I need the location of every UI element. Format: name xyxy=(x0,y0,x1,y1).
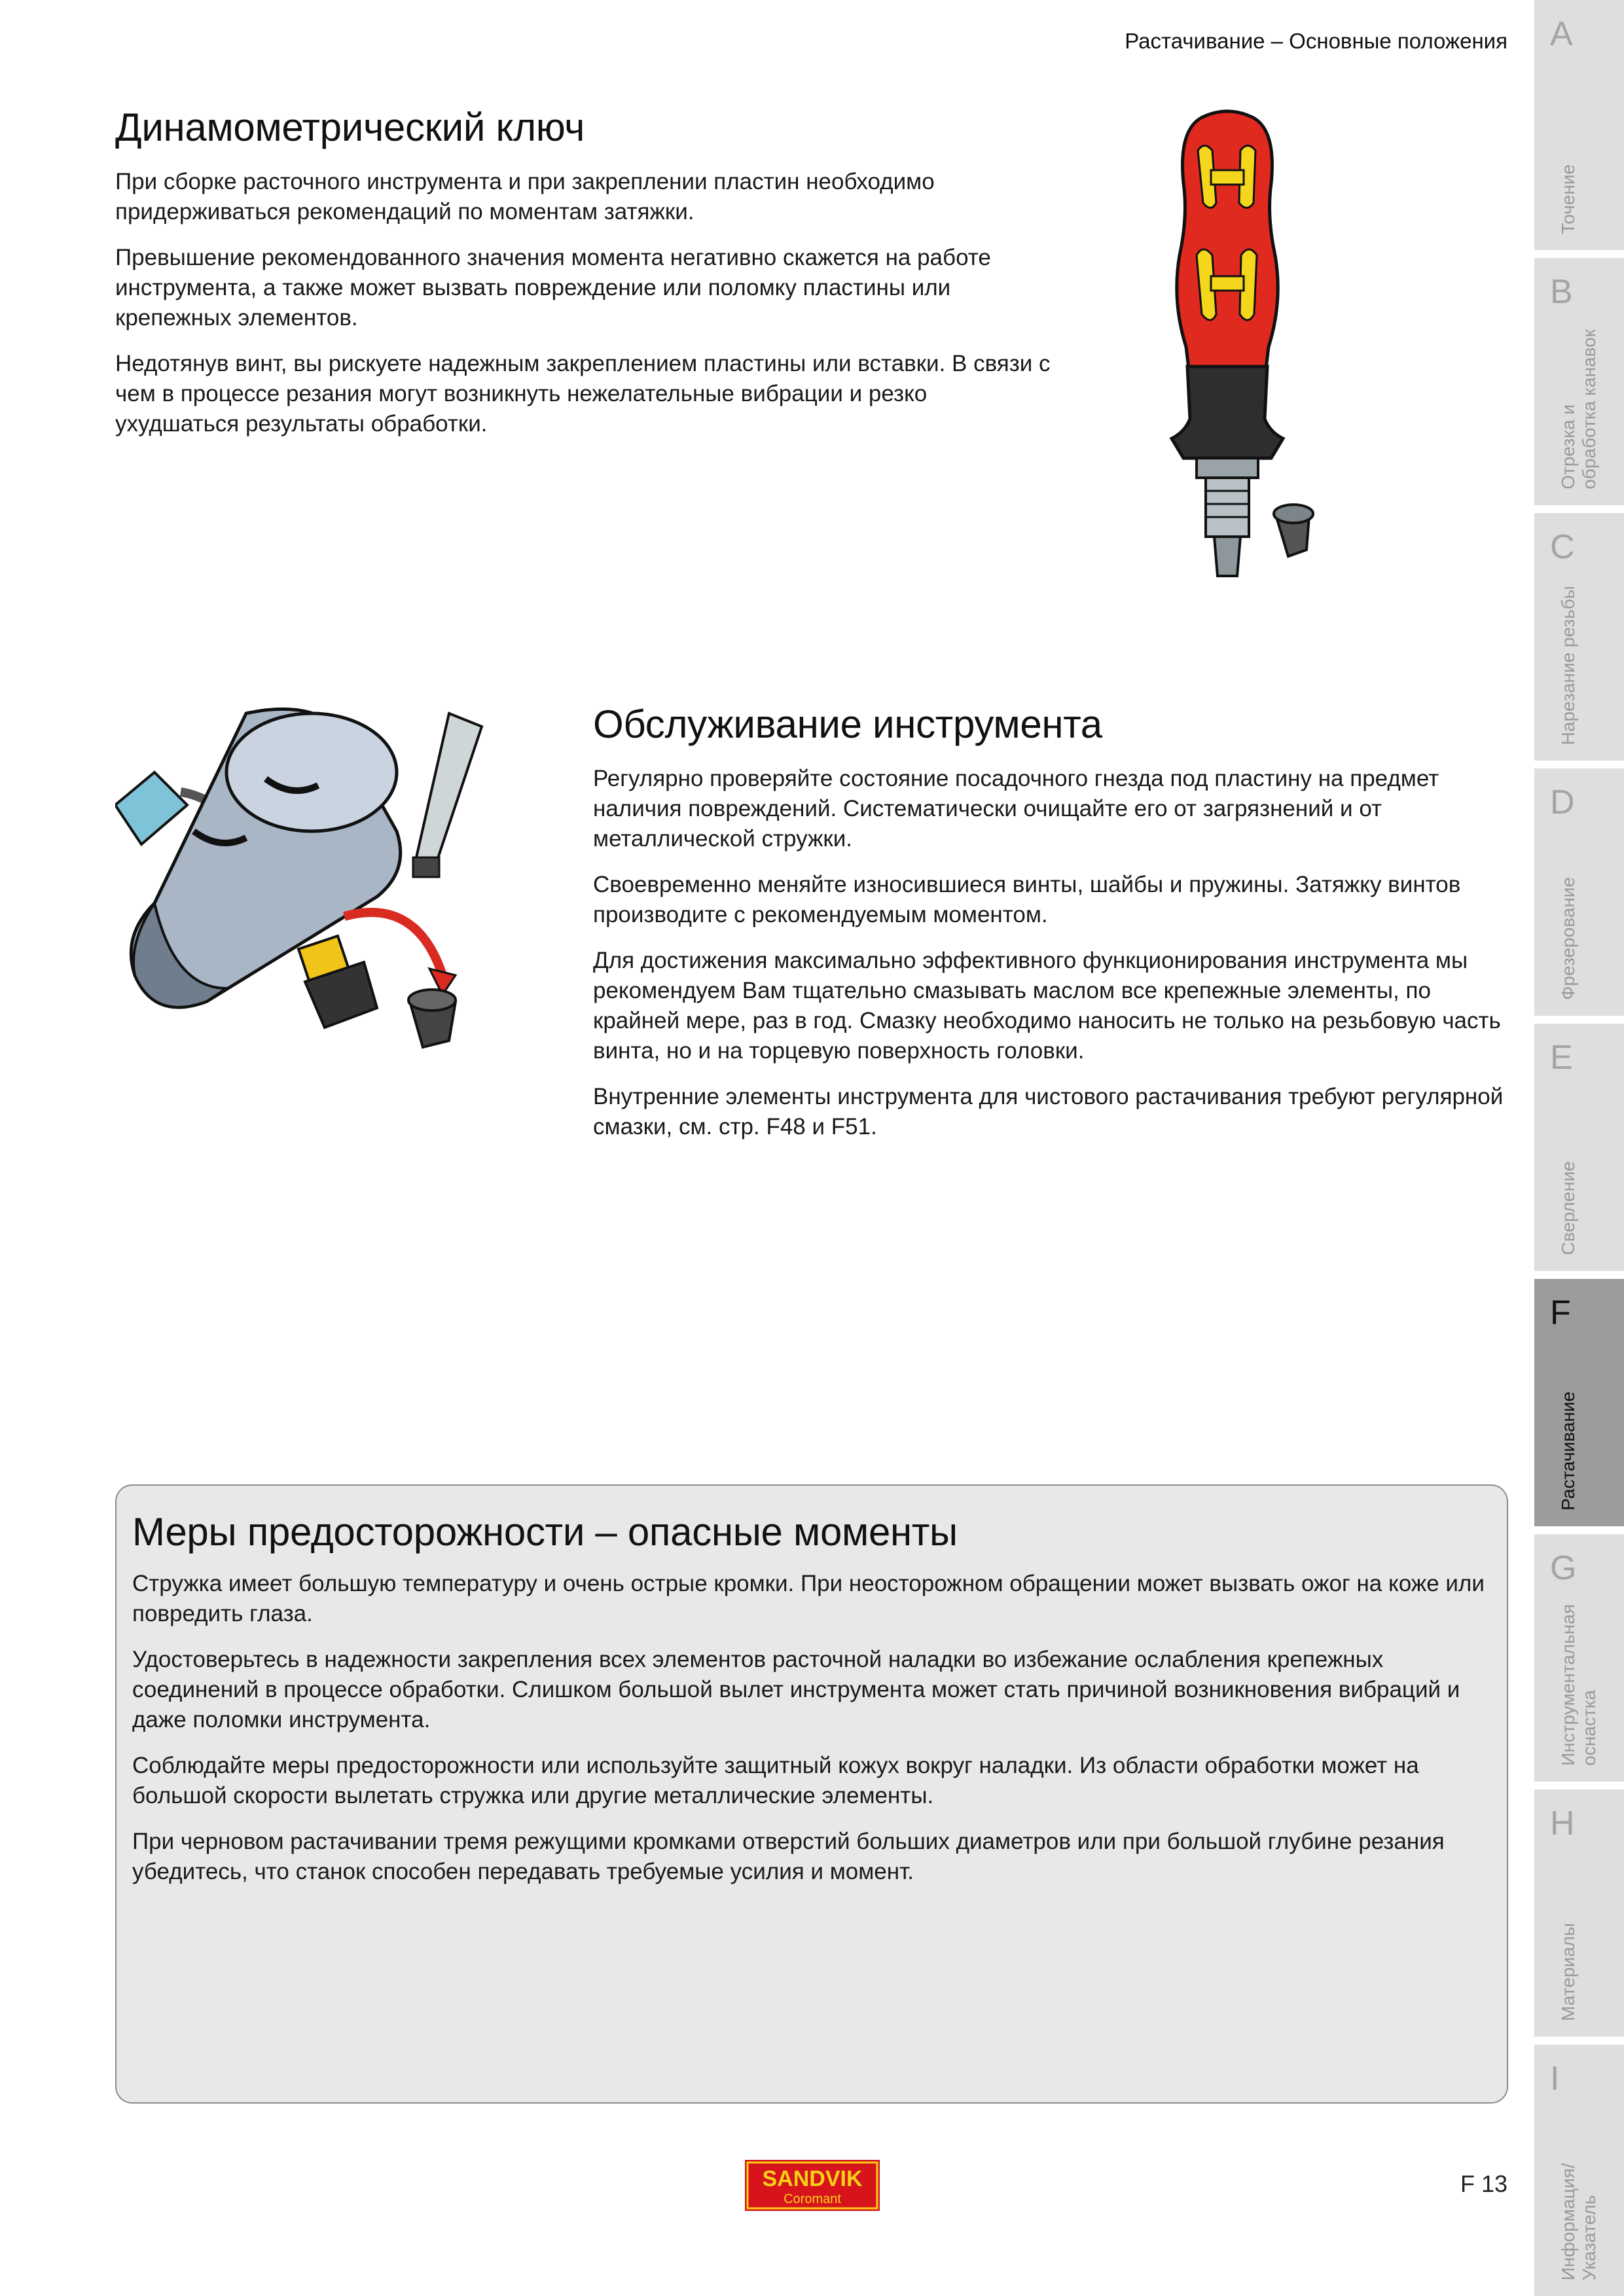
torque-section-title: Динамометрический ключ xyxy=(115,105,585,149)
safety-paragraph: Стружка имеет большую температуру и очень острые кромки. При неосторожном обращении может вызвать ожог на коже или повредить глаза. xyxy=(132,1571,1485,1626)
logo-text-sandvik: SANDVIK xyxy=(762,2166,863,2191)
tab-label: Растачивание xyxy=(1558,1391,1578,1511)
tab-label: Точение xyxy=(1558,164,1578,234)
logo-text-coromant: Coromant xyxy=(784,2192,841,2206)
chapter-tabs xyxy=(1534,0,1624,2296)
sandvik-coromant-logo xyxy=(745,2160,880,2211)
tab-letter: E xyxy=(1550,1039,1573,1077)
maintenance-section-title: Обслуживание инструмента xyxy=(593,702,1102,746)
chapter-tab-a[interactable] xyxy=(1534,0,1624,250)
torque-wrench-section xyxy=(115,105,1051,455)
safety-section-title: Меры предосторожности – опасные моменты xyxy=(132,1510,958,1554)
torque-paragraph: Превышение рекомендованного значения момента негативно скажется на работе инструмента, а также может вызвать повреждение или поломку пластины или крепежных элементов. xyxy=(115,245,991,331)
tab-letter: H xyxy=(1550,1804,1575,1842)
tool-maintenance-illustration xyxy=(115,700,534,1080)
tab-label: Отрезка и обработка канавок xyxy=(1558,329,1599,490)
tab-label: Инструментальная оснастка xyxy=(1558,1604,1599,1766)
chapter-tab-c[interactable] xyxy=(1534,513,1624,761)
tool-maintenance-section xyxy=(593,702,1516,1158)
safety-paragraph: При черновом растачивании тремя режущими кромками отверстий больших диаметров или при большой глубине резания убедитесь, что станок способен передавать требуемые усилия и момент. xyxy=(132,1829,1445,1884)
maintenance-paragraph: Внутренние элементы инструмента для чистового растачивания требуют регулярной смазки, см. стр. F48 и F51. xyxy=(593,1084,1504,1139)
maintenance-paragraph: Для достижения максимально эффективного функционирования инструмента мы рекомендуем Вам тщательно смазывать маслом все крепежные элементы, по крайней мере, раз в год. Смазку необходимо наносить не только на резьбовую часть винта, но и на торцевую поверхность головки. xyxy=(593,948,1501,1064)
torque-paragraph: При сборке расточного инструмента и при закреплении пластин необходимо придерживаться рекомендаций по моментам затяжки. xyxy=(115,169,935,224)
tab-letter: I xyxy=(1550,2060,1560,2098)
chapter-tab-d[interactable] xyxy=(1534,768,1624,1016)
tab-letter: C xyxy=(1550,528,1575,566)
maintenance-paragraph: Своевременно меняйте износившиеся винты, шайбы и пружины. Затяжку винтов производите с рекомендуемым моментом. xyxy=(593,872,1461,927)
torque-screwdriver-illustration xyxy=(1119,105,1335,589)
tab-label: Материалы xyxy=(1558,1923,1578,2021)
chapter-tab-h[interactable] xyxy=(1534,1789,1624,2037)
tab-label: Информация/ Указатель xyxy=(1558,2162,1599,2280)
tab-letter: D xyxy=(1550,783,1575,821)
maintenance-paragraph: Регулярно проверяйте состояние посадочного гнезда под пластину на предмет наличия повреждений. Систематически очищайте его от загрязнений и от металлической стружки. xyxy=(593,766,1439,852)
tab-label: Нарезание резьбы xyxy=(1558,585,1578,745)
page-header-title: Растачивание – Основные положения xyxy=(1125,29,1507,53)
tab-letter: A xyxy=(1550,15,1573,53)
chapter-tab-e[interactable] xyxy=(1534,1024,1624,1271)
safety-paragraph: Удостоверьтесь в надежности закрепления всех элементов расточной наладки во избежание ослабления крепежных соединений в процессе обработки. Слишком большой вылет инструмента может стать причиной возникновения вибраций и даже поломки инструмента. xyxy=(132,1647,1460,1732)
torque-paragraph: Недотянув винт, вы рискуете надежным закреплением пластины или вставки. В связи с чем в процессе резания могут возникнуть нежелательные вибрации и резко ухудшаться результаты обработки. xyxy=(115,351,1051,437)
chapter-tab-f[interactable] xyxy=(1534,1279,1624,1526)
tab-letter: F xyxy=(1550,1294,1571,1332)
safety-precautions-box xyxy=(115,1484,1508,2104)
chapter-tab-b[interactable] xyxy=(1534,258,1624,505)
page-number: F 13 xyxy=(1460,2170,1507,2197)
chapter-tab-i[interactable] xyxy=(1534,2045,1624,2296)
tab-letter: B xyxy=(1550,273,1573,311)
safety-paragraph: Соблюдайте меры предосторожности или используйте защитный кожух вокруг наладки. Из области обработки может на большой скорости вылетать стружка или другие металлические элементы. xyxy=(132,1753,1419,1808)
tab-letter: G xyxy=(1550,1549,1577,1587)
tab-label: Фрезерование xyxy=(1558,877,1578,1000)
tab-label: Сверление xyxy=(1558,1161,1578,1255)
chapter-tab-g[interactable] xyxy=(1534,1534,1624,1782)
